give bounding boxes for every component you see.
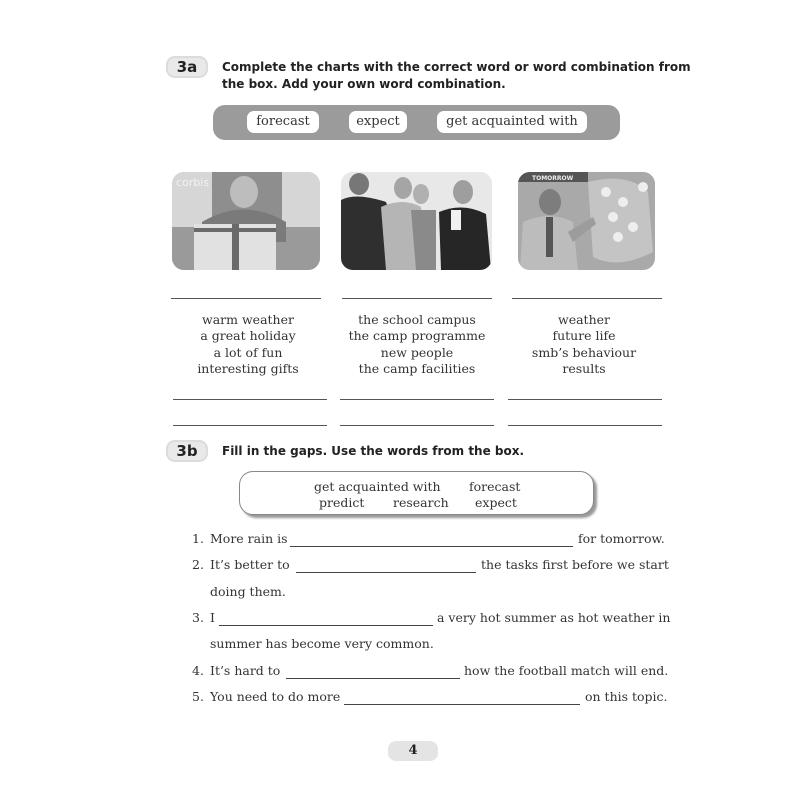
chart-1-extra-line-2[interactable]: [173, 425, 327, 426]
box-word-expect: expect: [475, 495, 517, 510]
exercise-3b-instruction: Fill in the gaps. Use the words from the box.: [222, 444, 525, 458]
chart-2-answer-line[interactable]: [342, 298, 492, 299]
word-chip-forecast: forecast: [247, 111, 319, 133]
sentence-5-after: on this topic.: [585, 689, 668, 704]
list-item: weather: [558, 312, 610, 327]
exercise-3b-badge: 3b: [166, 440, 208, 462]
list-item: the school campus: [358, 312, 476, 327]
word-chip-get-acquainted-with: get acquainted with: [437, 111, 587, 133]
sentence-5-before: You need to do more: [210, 689, 341, 704]
weather-forecaster-photo: [518, 172, 655, 270]
instruction-line-2: the box. Add your own word combination.: [222, 77, 506, 91]
sentence-1-number: 1.: [192, 531, 204, 546]
chart-1-extra-line-1[interactable]: [173, 399, 327, 400]
chart-1-answer-line[interactable]: [171, 298, 321, 299]
sentence-3-number: 3.: [192, 610, 204, 625]
page-number: 4: [388, 741, 438, 761]
list-item: interesting gifts: [197, 360, 299, 376]
sentence-2-number: 2.: [192, 557, 204, 572]
list-item: a great holiday: [200, 328, 296, 344]
sentence-1-before: More rain is: [210, 531, 288, 546]
box-word-forecast: forecast: [469, 479, 521, 494]
chart-2-extra-line-1[interactable]: [340, 399, 494, 400]
sentence-5-blank[interactable]: [344, 704, 580, 705]
list-item: results: [562, 360, 606, 376]
sentence-4-after: how the football match will end.: [464, 663, 669, 678]
sentence-4-before: It’s hard to: [210, 663, 281, 678]
sentence-3-continuation: summer has become very common.: [210, 636, 434, 651]
svg-text:TOMORROW: TOMORROW: [532, 175, 574, 182]
box-word-predict: predict: [319, 495, 365, 510]
svg-text:corbis: corbis: [176, 176, 210, 189]
sentence-1-blank[interactable]: [290, 546, 573, 547]
chart-3-extra-line-1[interactable]: [508, 399, 662, 400]
sentence-2-after: the tasks first before we start: [481, 557, 669, 572]
chart-3-extra-line-2[interactable]: [508, 425, 662, 426]
sentence-1-after: for tomorrow.: [578, 531, 665, 546]
list-item: the camp programme: [348, 328, 486, 344]
exercise-3a-badge: 3a: [166, 56, 208, 78]
chart-3-list: [504, 312, 664, 377]
word-chip-expect: expect: [349, 111, 407, 133]
chart-2-list: [337, 312, 497, 377]
boy-with-gift-photo: [172, 172, 320, 270]
exercise-3a-instruction: [222, 59, 691, 93]
list-item: future life: [552, 328, 616, 344]
sentence-2-continuation: doing them.: [210, 584, 286, 599]
list-item: new people: [380, 344, 454, 360]
list-item: a lot of fun: [213, 344, 283, 360]
sentence-2-before: It’s better to: [210, 557, 290, 572]
chart-2-extra-line-2[interactable]: [340, 425, 494, 426]
list-item: warm weather: [202, 312, 294, 327]
people-shaking-hands-photo: [341, 172, 492, 270]
chart-3-answer-line[interactable]: [512, 298, 662, 299]
instruction-line-1: Complete the charts with the correct word or word combination from: [222, 60, 691, 74]
sentence-3-blank[interactable]: [219, 625, 433, 626]
sentence-5-number: 5.: [192, 689, 204, 704]
sentence-3-after: a very hot summer as hot weather in: [437, 610, 671, 625]
chart-1-list: [168, 312, 328, 377]
sentence-2-blank[interactable]: [296, 572, 476, 573]
list-item: smb’s behaviour: [531, 344, 637, 360]
box-word-research: research: [393, 495, 449, 510]
box-word-get-acquainted-with: get acquainted with: [314, 479, 441, 494]
sentence-4-blank[interactable]: [286, 678, 460, 679]
sentence-4-number: 4.: [192, 663, 204, 678]
list-item: the camp facilities: [358, 360, 476, 376]
sentence-3-before: I: [210, 610, 215, 625]
